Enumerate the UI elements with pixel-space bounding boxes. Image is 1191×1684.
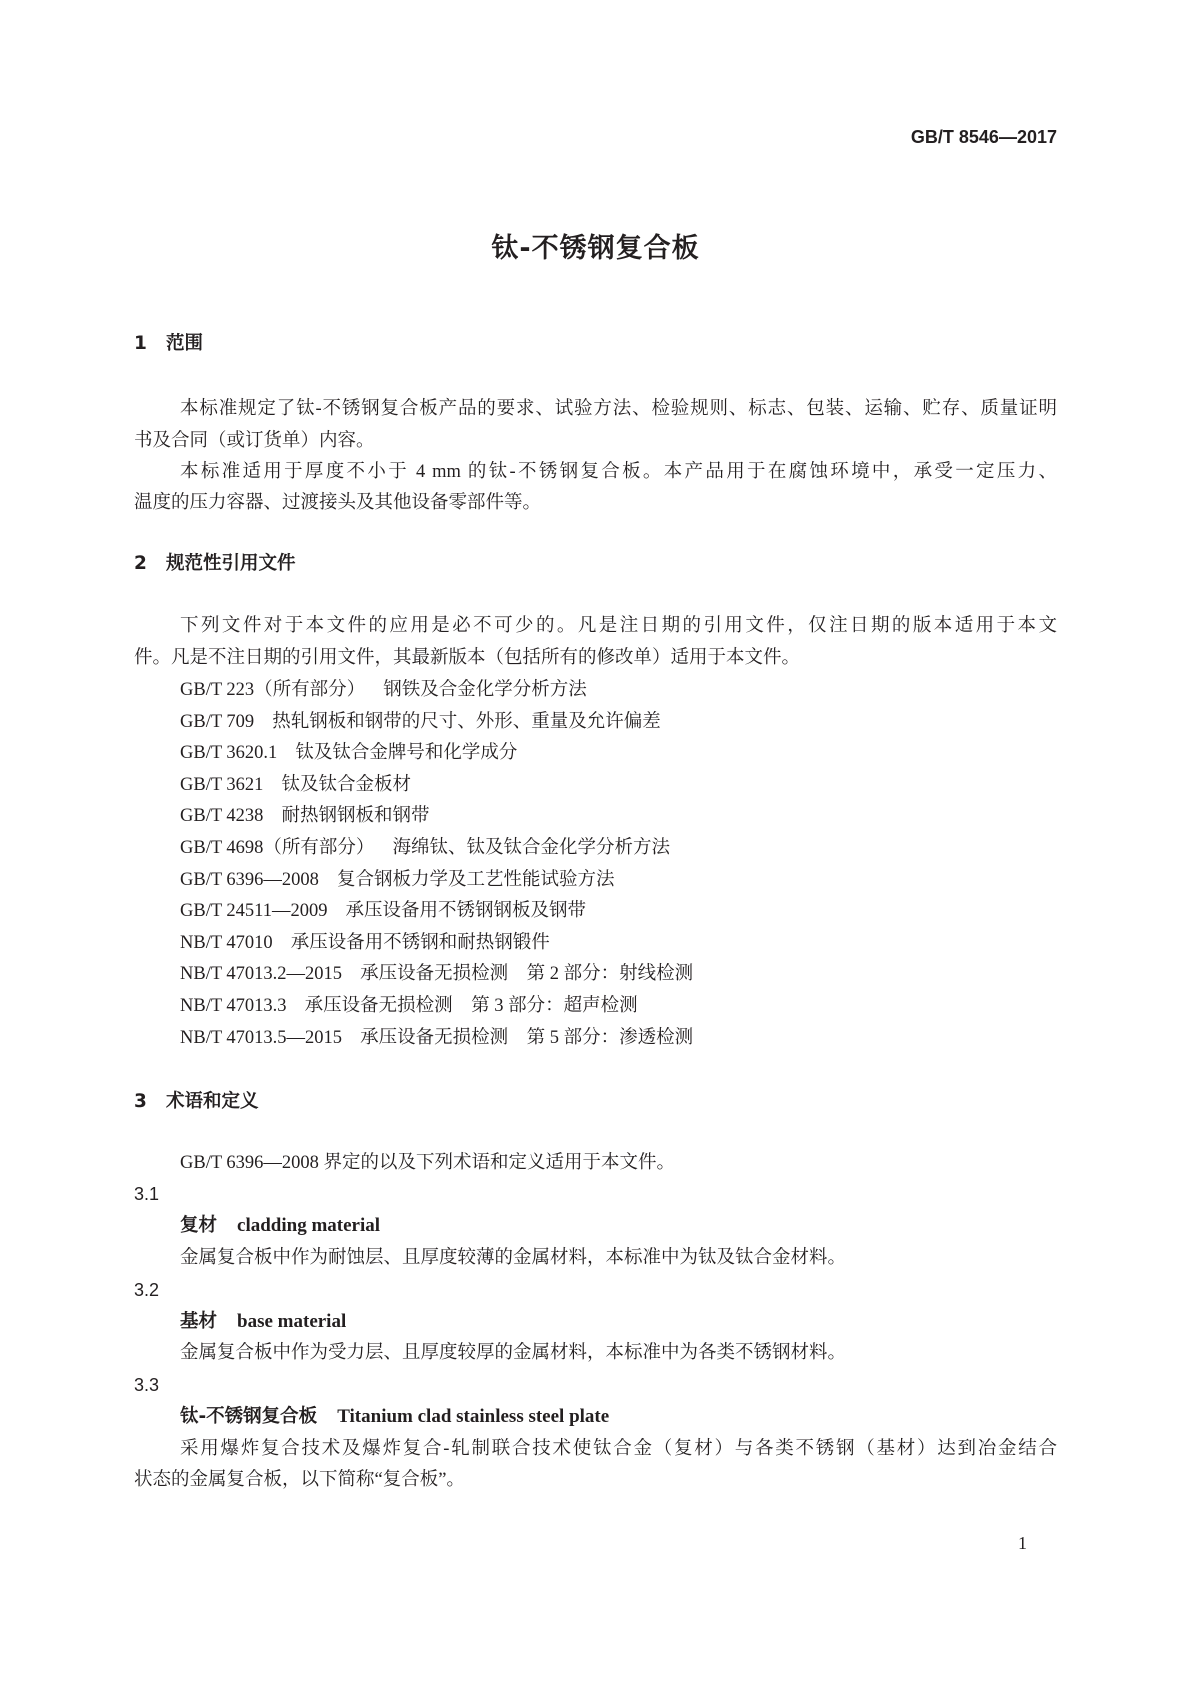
reference-title: 复合钢板力学及工艺性能试验方法 (336, 870, 615, 890)
reference-item (180, 958, 1057, 990)
term-chinese: 基材 (180, 1311, 218, 1332)
document-code-header: GB/T 8546—2017 (910, 127, 1057, 147)
reference-code: GB/T 709 (180, 712, 255, 732)
term-number: 3.1 (134, 1184, 160, 1204)
page-number: 1 (1018, 1533, 1027, 1553)
reference-item (180, 706, 1057, 738)
reference-item (180, 990, 1057, 1022)
paragraph-line: 本标准规定了钛-不锈钢复合板产品的要求、试验方法、检验规则、标志、包装、运输、贮存、质量证明 (180, 399, 1057, 419)
term-english: base material (237, 1311, 347, 1332)
definition-line: 金属复合板中作为耐蚀层、且厚度较薄的金属材料，本标准中为钛及钛合金材料。 (180, 1248, 847, 1268)
reference-item (180, 800, 1057, 832)
definition-line: 状态的金属复合板，以下简称“复合板”。 (134, 1470, 465, 1490)
section-heading-scope (134, 328, 1057, 360)
section-number: 3 (134, 1091, 147, 1112)
reference-title: 承压设备无损检测 第 2 部分：射线检测 (360, 964, 694, 984)
reference-code: NB/T 47013.3 (180, 996, 287, 1016)
reference-item (180, 895, 1057, 927)
reference-item (180, 737, 1057, 769)
reference-title: 钛及钛合金牌号和化学成分 (295, 743, 518, 763)
paragraph-line: GB/T 6396—2008 界定的以及下列术语和定义适用于本文件。 (180, 1153, 676, 1173)
reference-item (180, 832, 1057, 864)
term-english: cladding material (237, 1215, 381, 1236)
reference-item (180, 927, 1057, 959)
reference-code: NB/T 47013.2—2015 (180, 964, 343, 984)
paragraph-line: 本标准适用于厚度不小于 4 mm 的钛-不锈钢复合板。本产品用于在腐蚀环境中，承受一定压力、 (180, 462, 1057, 482)
reference-title: 承压设备无损检测 第 5 部分：渗透检测 (360, 1028, 694, 1048)
section-number: 2 (134, 553, 147, 574)
term-chinese: 钛-不锈钢复合板 (180, 1406, 318, 1427)
paragraph-line: 下列文件对于本文件的应用是必不可少的。凡是注日期的引用文件，仅注日期的版本适用于本文 (180, 616, 1057, 636)
section-heading-normative-references (134, 548, 1057, 580)
term-entry (180, 1210, 1057, 1242)
definition-line: 金属复合板中作为受力层、且厚度较厚的金属材料，本标准中为各类不锈钢材料。 (180, 1343, 847, 1363)
section-heading-terms-definitions (134, 1086, 1057, 1118)
reference-item (180, 769, 1057, 801)
reference-title: 热轧钢板和钢带的尺寸、外形、重量及允许偏差 (272, 712, 661, 732)
term-number: 3.2 (134, 1280, 160, 1300)
term-english: Titanium clad stainless steel plate (337, 1406, 610, 1427)
reference-code: GB/T 3621 (180, 775, 264, 795)
paragraph-line: 温度的压力容器、过渡接头及其他设备零部件等。 (134, 493, 542, 513)
paragraph-line: 件。凡是不注日期的引用文件，其最新版本（包括所有的修改单）适用于本文件。 (134, 648, 801, 668)
term-chinese: 复材 (180, 1215, 218, 1236)
document-title: 钛-不锈钢复合板 (491, 233, 700, 264)
paragraph-line: 书及合同（或订货单）内容。 (134, 431, 375, 451)
term-entry (180, 1401, 1057, 1433)
reference-code: NB/T 47013.5—2015 (180, 1028, 343, 1048)
reference-item (180, 674, 1057, 706)
reference-title: 钛及钛合金板材 (281, 775, 411, 795)
reference-title: 耐热钢钢板和钢带 (281, 806, 430, 826)
reference-code: GB/T 6396—2008 (180, 870, 319, 890)
reference-code: GB/T 24511—2009 (180, 901, 328, 921)
definition-line: 采用爆炸复合技术及爆炸复合-轧制联合技术使钛合金（复材）与各类不锈钢（基材）达到冶金结合 (180, 1439, 1057, 1459)
reference-title: 海绵钛、钛及钛合金化学分析方法 (392, 838, 670, 858)
reference-title: 钢铁及合金化学分析方法 (383, 680, 587, 700)
reference-item (180, 864, 1057, 896)
section-title: 规范性引用文件 (166, 553, 296, 574)
section-title: 术语和定义 (166, 1091, 259, 1112)
reference-code: GB/T 4238 (180, 806, 264, 826)
reference-title: 承压设备无损检测 第 3 部分：超声检测 (304, 996, 638, 1016)
reference-item (180, 1022, 1057, 1054)
reference-title: 承压设备用不锈钢和耐热钢锻件 (290, 933, 550, 953)
term-number: 3.3 (134, 1375, 160, 1395)
reference-code: NB/T 47010 (180, 933, 273, 953)
term-entry (180, 1306, 1057, 1338)
section-number: 1 (134, 333, 147, 354)
reference-code: GB/T 3620.1 (180, 743, 278, 763)
section-title: 范围 (166, 333, 204, 354)
reference-title: 承压设备用不锈钢钢板及钢带 (345, 901, 587, 921)
reference-code: GB/T 4698（所有部分） (180, 838, 375, 858)
reference-code: GB/T 223（所有部分） (180, 680, 366, 700)
